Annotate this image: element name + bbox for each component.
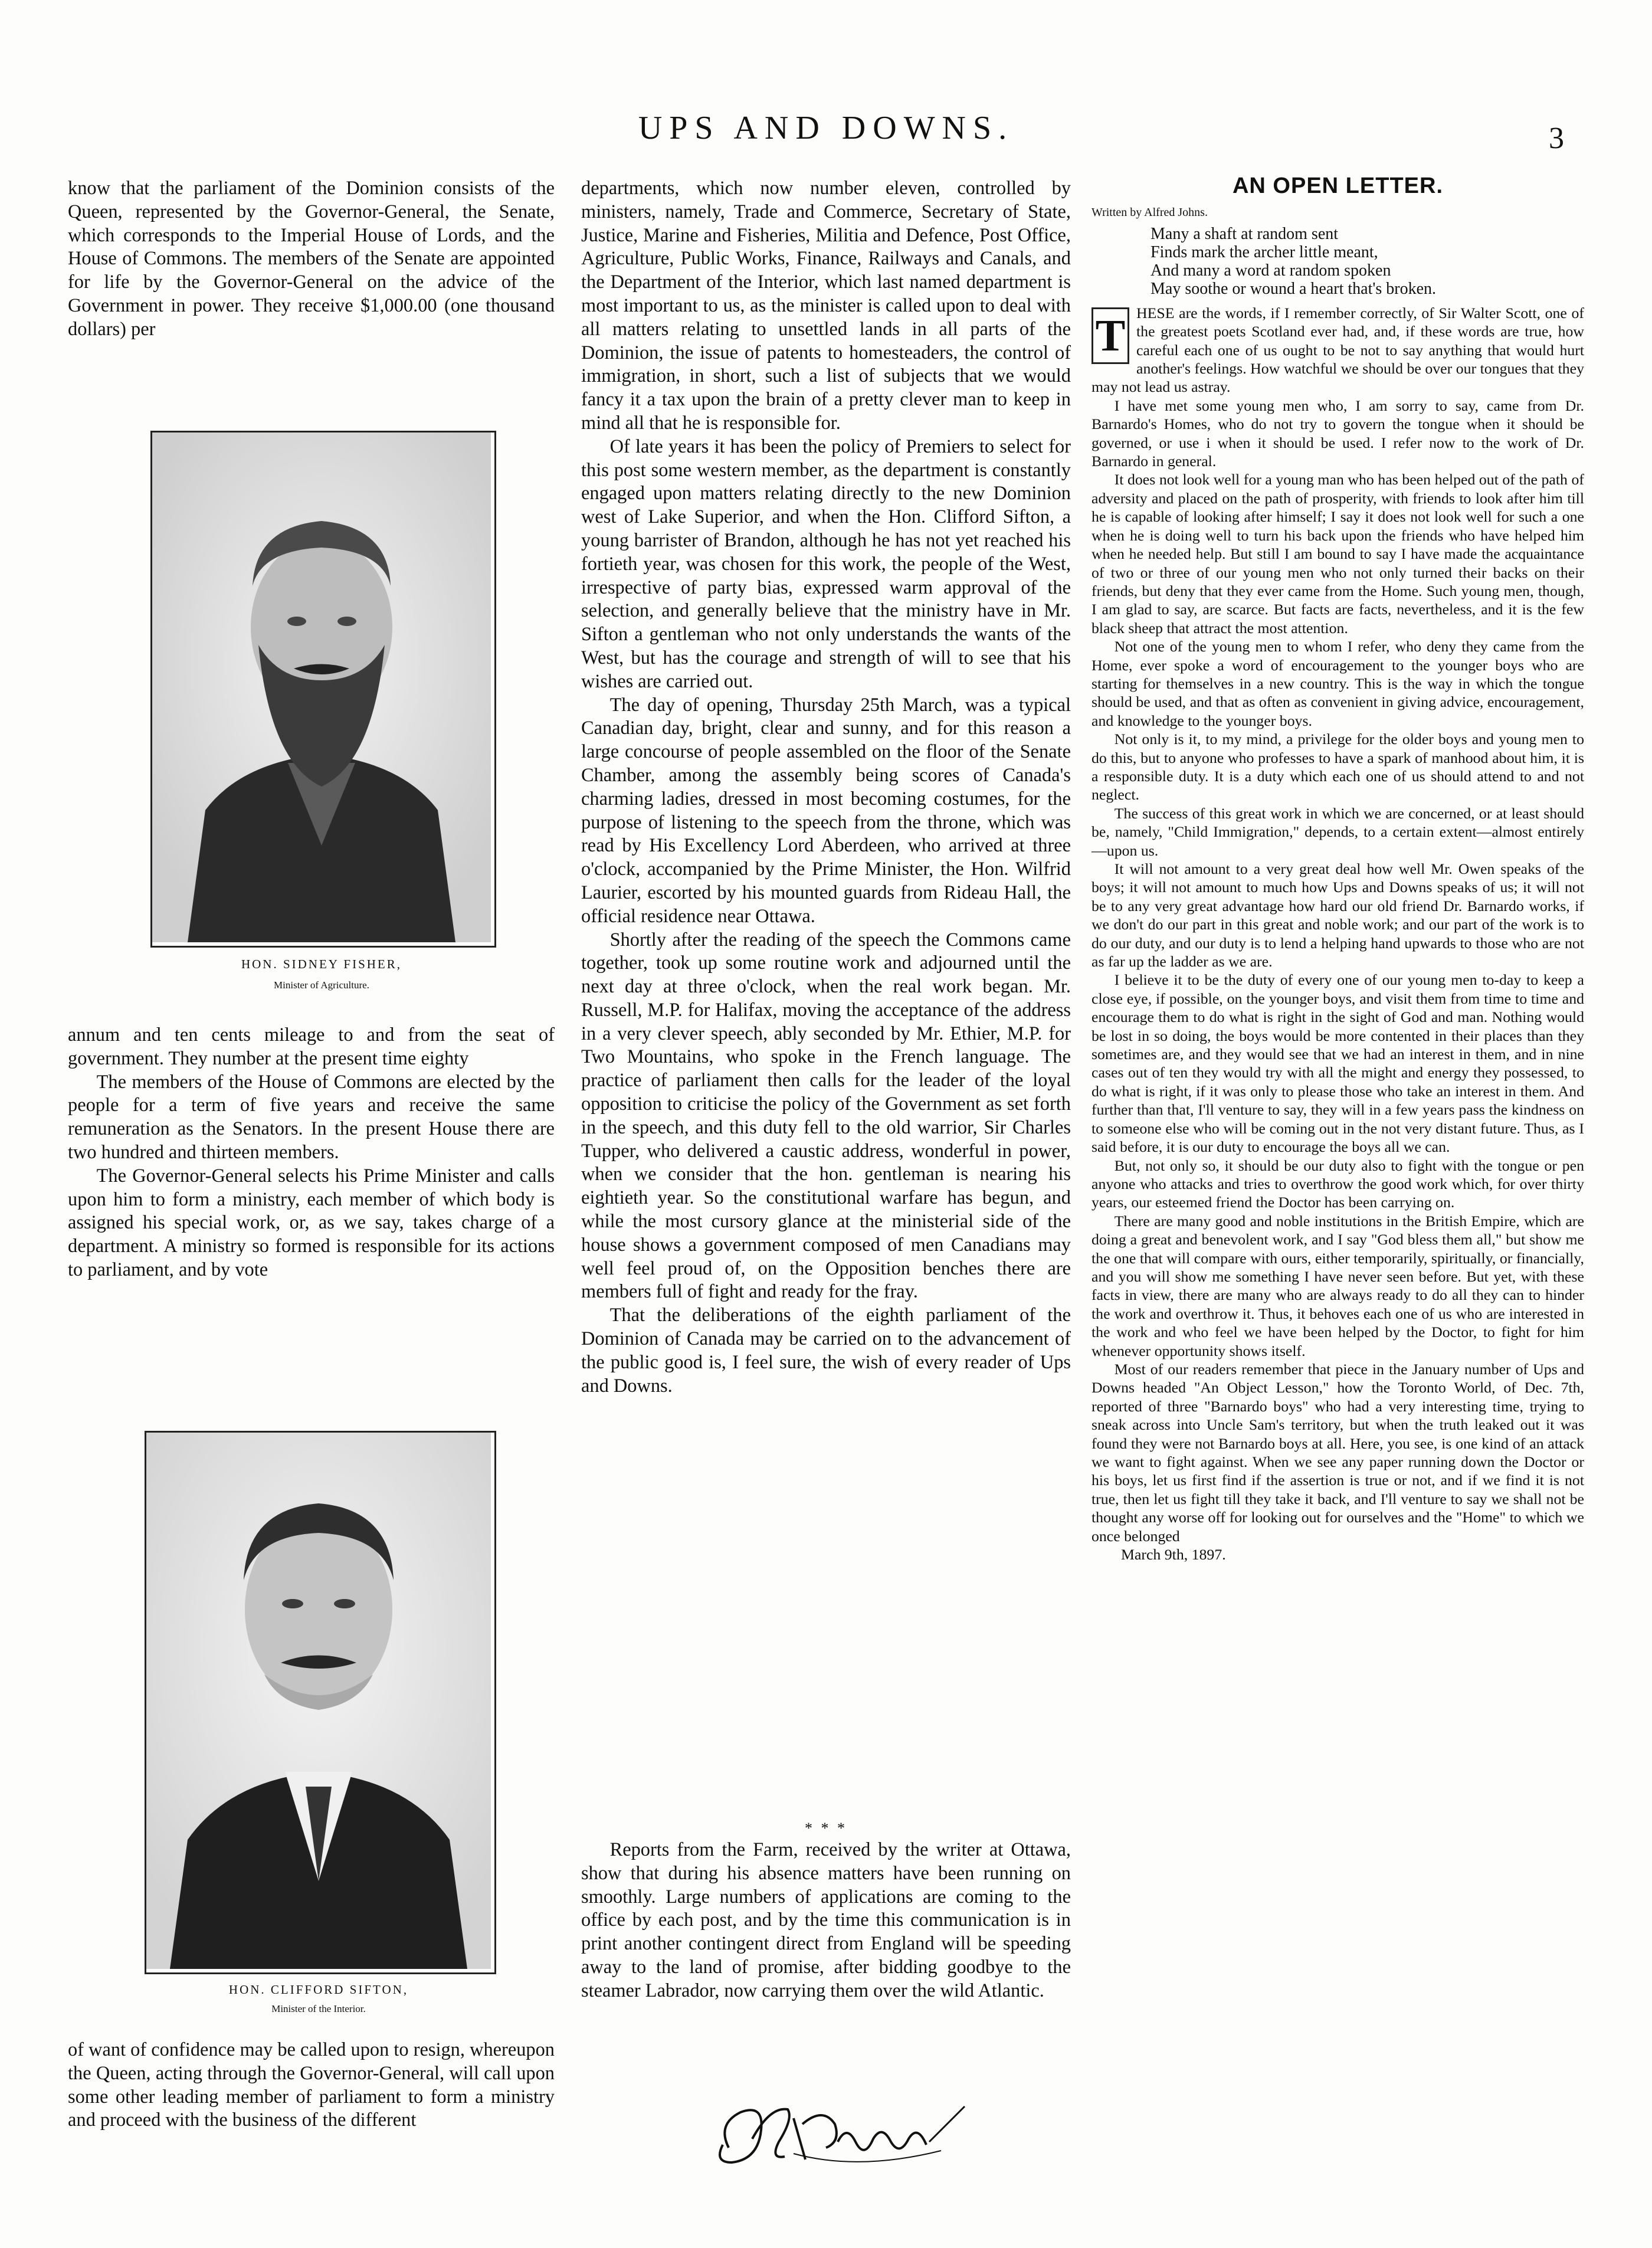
portrait-sidney-fisher	[150, 431, 496, 948]
portrait-caption-title: Minister of Agriculture.	[274, 979, 369, 991]
letter-paragraph: I believe it to be the duty of every one of our young men to-day to keep a close eye, if possible, on the younger boys, and visit them from time to time and encourage them to do what is right in the sight of God and man. Nothing would be lost in so doing, the boys would be more contented in their places than they sometimes are, and they would see that we had an interest in them, and in nine cases out of ten they would try with all the might and energy they possessed, to do what is right, if it was only to please those who take an interest in them. And further than that, I'll venture to say, they will in a few years pass the kindness on to someone else who will be coming out in the not very distant future. Thus, as I said before, it is our duty to encourage the boys all we can.	[1092, 971, 1584, 1156]
letter-paragraph: Not one of the young men to whom I refer, who deny they came from the Home, ever spoke a word of encouragement to the younger boys who are starting for themselves in a new country. This is the way in which the tongue should be used, and that as often as convenient in giving advice, encouragement, and knowledge to the younger boys.	[1092, 638, 1584, 729]
letter-paragraph: The success of this great work in which we are concerned, or at least should be, namely, "Child Immigration," depends, to a certain extent—almost entirely—upon us.	[1092, 804, 1584, 859]
article-paragraph: of want of confidence may be called upon to resign, whereupon the Queen, acting through the Governor-General, will call upon some other leading member of parliament to form a ministry and proceed with the business of the different	[68, 2039, 555, 2131]
letter-paragraph: I have met some young men who, I am sorry to say, came from Dr. Barnardo's Homes, who do not try to govern the tongue when it should be governed, or use i when it should be used. I refer now to the work of Dr. Barnardo in general.	[1092, 396, 1584, 470]
letter-date: March 9th, 1897.	[1121, 1546, 1226, 1564]
left-column-top	[68, 177, 555, 342]
article-paragraph: Reports from the Farm, received by the writer at Ottawa, show that during his absence matters have been running on smoothly. Large numbers of applications are coming to the office by each post, and by the time this communication is in print another contingent direct from England will be speeding away to the land of promise, after bidding goodbye to the steamer Labrador, now carrying them over the wild Atlantic.	[581, 1839, 1071, 2001]
letter-byline: Written by Alfred Johns.	[1092, 206, 1208, 219]
article-paragraph: The day of opening, Thursday 25th March, was a typical Canadian day, bright, clear and sunny, and for this reason a large concourse of people assembled on the floor of the Senate Chamber, among the assembly being scores of Canada's charming ladies, dressed in most becoming costumes, for the purpose of listening to the speech from the throne, which was read by His Excellency Lord Aberdeen, who arrived at three o'clock, accompanied by the Prime Minister, the Hon. Wilfrid Laurier, escorted by his mounted guards from Rideau Hall, the official residence near Ottawa.	[581, 694, 1071, 927]
letter-paragraph: Most of our readers remember that piece in the January number of Ups and Downs headed "An Object Lesson," how the Toronto World, of Dec. 7th, reported of three "Barnardo boys" who had a very interesting time, trying to sneak across into Uncle Sam's territory, but when the truth leaked out it was found they were not Barnardo boys at all. Here, you see, is one kind of an attack we want to fight against. When we see any paper running down the Doctor or his boys, let us first find if the assertion is true or not, and if we find it is not true, then let us fight till they take it back, and I'll venture to say we shall not be thought any worse off for looking out for ourselves and the "Home" to which we once belonged	[1092, 1360, 1584, 1545]
left-column-bottom	[68, 2039, 555, 2132]
portrait-illustration	[152, 432, 491, 942]
left-column-middle	[68, 1024, 555, 1282]
section-asterism: * * *	[805, 1820, 847, 1837]
article-paragraph: annum and ten cents mileage to and from the seat of government. They number at the present time eighty	[68, 1024, 555, 1069]
article-paragraph: That the deliberations of the eighth parliament of the Dominion of Canada may be carried on to the advancement of the public good is, I feel sure, the wish of every reader of Ups and Downs.	[581, 1305, 1071, 1397]
verse-line: Many a shaft at random sent	[1150, 224, 1339, 243]
drop-cap: T	[1092, 307, 1129, 364]
right-column-letter	[1092, 173, 1584, 1564]
article-paragraph: The Governor-General selects his Prime Minister and calls upon him to form a ministry, each member of which body is assigned his special work, or, as we say, takes charge of a department. A ministry so formed is responsible for its actions to parliament, and by vote	[68, 1165, 555, 1280]
letter-paragraph: But, not only so, it should be our duty also to fight with the tongue or pen anyone who attacks and tries to overthrow the good work which, for over thirty years, our esteemed friend the Doctor has been carrying on.	[1092, 1156, 1584, 1211]
letter-paragraph: HESE are the words, if I remember correctly, of Sir Walter Scott, one of the greatest poets Scotland ever had, and, if these words are true, how careful each one of us ought to be not to say anything that would hurt another's feelings. How watchful we should be over our tongues that they may not lead us astray.	[1092, 304, 1584, 396]
article-paragraph: Shortly after the reading of the speech the Commons came together, took up some routine work and adjourned until the next day at three o'clock, when the real work began. Mr. Russell, M.P. for Halifax, moving the acceptance of the address in a very clever speech, ably seconded by Mr. Ethier, M.P. for Two Mountains, who spoke in the French language. The practice of parliament then calls for the leader of the loyal opposition to criticise the policy of the Government as set forth in the speech, and this duty fell to the old warrior, Sir Charles Tupper, who delivered a caustic address, wonderful in power, when we consider that the hon. gentleman is nearing his eightieth year. So the constitutional warfare has begun, and while the most cursory glance at the ministerial side of the house shows a government composed of men Canadians may well feel proud of, on the Opposition benches there are members full of fight and ready for the fray.	[581, 929, 1071, 1303]
verse-line: Finds mark the archer little meant,	[1150, 243, 1378, 261]
portrait-caption-title: Minister of the Interior.	[271, 2003, 366, 2014]
middle-column-bottom	[581, 1817, 1071, 2003]
letter-title: AN OPEN LETTER.	[1232, 173, 1444, 198]
portrait-caption-name: HON. SIDNEY FISHER,	[241, 957, 402, 971]
article-paragraph: The members of the House of Commons are elected by the people for a term of five years and receive the same remuneration as the Senators. In the present House there are two hundred and thirteen members.	[68, 1071, 555, 1163]
portrait-clifford-sifton	[145, 1431, 496, 1974]
letter-paragraph: Not only is it, to my mind, a privilege for the older boys and young men to do this, but to anyone who professes to have a spark of manhood about him, it is a responsible duty. It is a duty which each one of us should attend to and not neglect.	[1092, 730, 1584, 804]
handwritten-signature	[705, 2083, 976, 2180]
page-number: 3	[1549, 122, 1564, 155]
letter-paragraph: It will not amount to a very great deal how well Mr. Owen speaks of the boys; it will not amount to much how Ups and Downs speaks of us; it will not be to any very great advantage how hard our old friend Dr. Barnardo works, if we don't do our part in this great and noble work; and our part of the work is to do our duty, and our duty is to lend a helping hand upwards to those who are not as far up the ladder as we are.	[1092, 860, 1584, 971]
article-paragraph: departments, which now number eleven, controlled by ministers, namely, Trade and Commerce, Secretary of State, Justice, Marine and Fisheries, Militia and Defence, Post Office, Agriculture, Public Works, Finance, Railways and Canals, and the Department of the Interior, which last named department is most important to us, as the minister is called upon to deal with all matters relating to unsettled lands in all parts of the Dominion, the issue of patents to homesteaders, the control of immigration, in short, such a list of subjects that we would fancy it a tax upon the brain of a pretty clever man to keep in mind all that he is responsible for.	[581, 178, 1071, 434]
verse-line: May soothe or wound a heart that's broken.	[1150, 279, 1437, 298]
article-paragraph: Of late years it has been the policy of Premiers to select for this post some western member, as the department is constantly engaged upon matters relating directly to the new Dominion west of Lake Superior, and when the Hon. Clifford Sifton, a young barrister of Brandon, although he has not yet reached his fortieth year, was chosen for this work, the people of the West, irrespective of party bias, expressed warm approval of the selection, and generally believe that the ministry have in Mr. Sifton a gentleman who not only understands the wants of the West, but has the courage and strength of will to see that his wishes are carried out.	[581, 435, 1071, 692]
letter-paragraph: It does not look well for a young man who has been helped out of the path of adversity and placed on the path of prosperity, with friends to look after him till he is capable of looking after himself; I say it does not look well for such a one when he is doing well to turn his back upon the friends who have helped him when he needed help. But still I am bound to say I have made the acquaintance of two or three of our young men who not only turned their backs on their friends, but deny that they ever came from the Home. Such young men, though, I am glad to say, are scarce. But facts are facts, nevertheless, and it is the few black sheep that attract the most attention.	[1092, 471, 1584, 637]
portrait-caption-name: HON. CLIFFORD SIFTON,	[228, 1982, 409, 1997]
letter-paragraph: There are many good and noble institutions in the British Empire, which are doing a great and benevolent work, and I say "God bless them all," but show me the one that will compare with ours, either temporarily, spiritually, or financially, and you will show me something I have never seen before. But yet, with these facts in view, there are many who are always ready to do all they can to hinder the work and overthrow it. Thus, it behoves each one of us who are interested in the work and who feel we have been helped by the Doctor, to fight for him whenever opportunity shows itself.	[1092, 1212, 1584, 1359]
running-title: UPS AND DOWNS.	[638, 110, 1014, 146]
verse-line: And many a word at random spoken	[1150, 261, 1391, 280]
middle-column	[581, 177, 1071, 1398]
portrait-illustration	[146, 1433, 491, 1969]
article-paragraph: know that the parliament of the Dominion consists of the Queen, represented by the Governor-General, the Senate, which corresponds to the Imperial House of Lords, and the House of Commons. The members of the Senate are appointed for life by the Governor-General on the advice of the Government in power. They receive $1,000.00 (one thousand dollars) per	[68, 178, 555, 340]
